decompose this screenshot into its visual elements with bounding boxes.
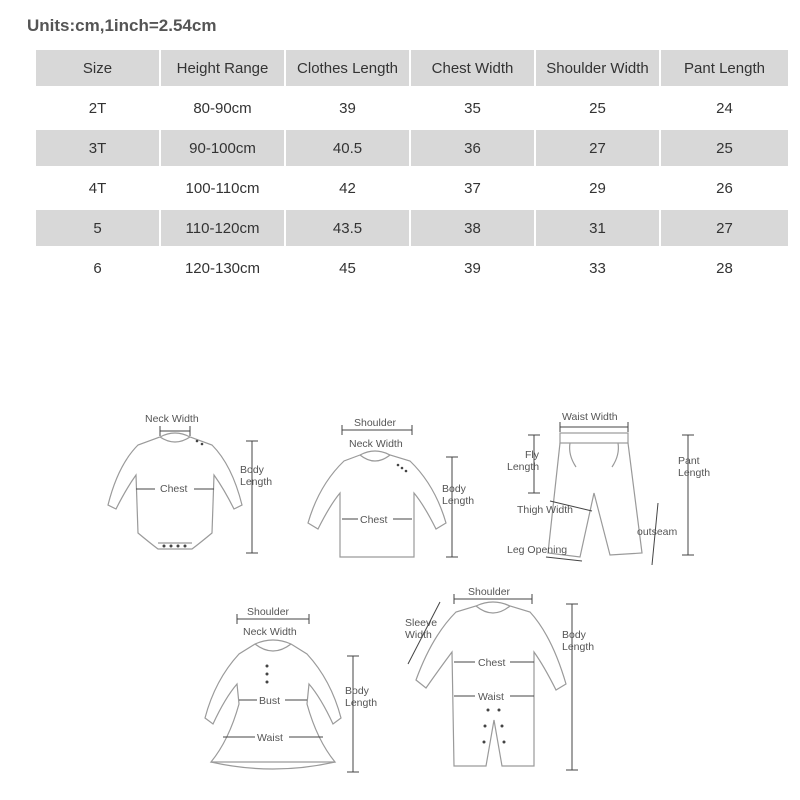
tshirt-neck-width-label: Neck Width [349, 438, 403, 450]
table-row [36, 210, 788, 250]
cell-shoulder-width: 33 [536, 250, 661, 290]
dress-neck-width-label: Neck Width [243, 626, 297, 638]
romper-outline-icon [416, 602, 566, 766]
dress-diagram [185, 600, 385, 790]
table-row [36, 130, 788, 170]
pants-thigh-width-label: Thigh Width [517, 504, 574, 516]
cell-shoulder-width: 29 [536, 170, 661, 210]
romper-diagram [400, 580, 630, 780]
pants-leg-opening-label: Leg Opening [507, 544, 568, 556]
pants-diagram [500, 405, 720, 575]
romper-body-length-label-1: Body [562, 629, 586, 641]
dress-body-length-label-1: Body [345, 685, 369, 697]
tshirt-diagram [290, 405, 490, 565]
cell-size: 3T [36, 130, 161, 170]
cell-size: 4T [36, 170, 161, 210]
dress-waist-label: Waist [257, 732, 283, 744]
header-pant-length: Pant Length [661, 50, 788, 90]
cell-shoulder-width: 25 [536, 90, 661, 130]
romper-sleeve-width-label-2: Width [405, 629, 432, 641]
cell-pant-length: 26 [661, 170, 788, 210]
pants-pant-length-label-2: Length [678, 467, 711, 479]
cell-chest-width: 35 [411, 90, 536, 130]
tshirt-chest-label: Chest [360, 514, 388, 526]
header-shoulder-width: Shoulder Width [536, 50, 661, 90]
dress-body-length-label-2: Length [345, 697, 378, 709]
bodysuit-body-length-label-1: Body [240, 464, 264, 476]
cell-clothes-length: 42 [286, 170, 411, 210]
cell-clothes-length: 45 [286, 250, 411, 290]
cell-pant-length: 28 [661, 250, 788, 290]
size-table [36, 50, 788, 290]
cell-clothes-length: 39 [286, 90, 411, 130]
cell-height-range: 110-120cm [161, 210, 286, 250]
table-row [36, 170, 788, 210]
dress-bust-label: Bust [259, 695, 281, 707]
romper-sleeve-width-label-1: Sleeve [405, 617, 438, 629]
table-row [36, 250, 788, 290]
cell-clothes-length: 40.5 [286, 130, 411, 170]
bodysuit-chest-label: Chest [160, 483, 188, 495]
romper-shoulder-label: Shoulder [468, 586, 511, 598]
pants-outline-icon [548, 443, 642, 557]
cell-chest-width: 39 [411, 250, 536, 290]
romper-waist-label: Waist [478, 691, 504, 703]
pants-waistband-icon [560, 433, 628, 443]
cell-size: 2T [36, 90, 161, 130]
tshirt-outline-icon [308, 451, 446, 557]
header-size: Size [36, 50, 161, 90]
header-clothes-length: Clothes Length [286, 50, 411, 90]
bodysuit-body-length-label-2: Length [240, 476, 273, 488]
pants-waist-width-label: Waist Width [562, 411, 618, 423]
cell-pant-length: 25 [661, 130, 788, 170]
pants-fly-length-label-2: Length [507, 461, 540, 473]
table-header-row [36, 50, 788, 90]
romper-body-length-label-2: Length [562, 641, 595, 653]
pants-fly-length-label-1: Fly [525, 449, 539, 461]
cell-shoulder-width: 27 [536, 130, 661, 170]
table-row [36, 90, 788, 130]
units-note: Units:cm,1inch=2.54cm [27, 16, 217, 35]
dress-shoulder-label: Shoulder [247, 606, 290, 618]
cell-shoulder-width: 31 [536, 210, 661, 250]
cell-height-range: 80-90cm [161, 90, 286, 130]
cell-size: 6 [36, 250, 161, 290]
cell-pant-length: 24 [661, 90, 788, 130]
tshirt-body-length-label-1: Body [442, 483, 466, 495]
cell-size: 5 [36, 210, 161, 250]
cell-height-range: 100-110cm [161, 170, 286, 210]
header-height-range: Height Range [161, 50, 286, 90]
tshirt-shoulder-label: Shoulder [354, 417, 397, 429]
cell-pant-length: 27 [661, 210, 788, 250]
header-chest-width: Chest Width [411, 50, 536, 90]
cell-chest-width: 38 [411, 210, 536, 250]
pants-outseam-label: outseam [637, 526, 678, 538]
cell-chest-width: 36 [411, 130, 536, 170]
tshirt-body-length-label-2: Length [442, 495, 475, 507]
pants-pant-length-label-1: Pant [678, 455, 700, 467]
romper-chest-label: Chest [478, 657, 506, 669]
cell-height-range: 90-100cm [161, 130, 286, 170]
cell-height-range: 120-130cm [161, 250, 286, 290]
bodysuit-neck-width-label: Neck Width [145, 413, 199, 425]
cell-clothes-length: 43.5 [286, 210, 411, 250]
cell-chest-width: 37 [411, 170, 536, 210]
bodysuit-diagram [100, 405, 290, 565]
